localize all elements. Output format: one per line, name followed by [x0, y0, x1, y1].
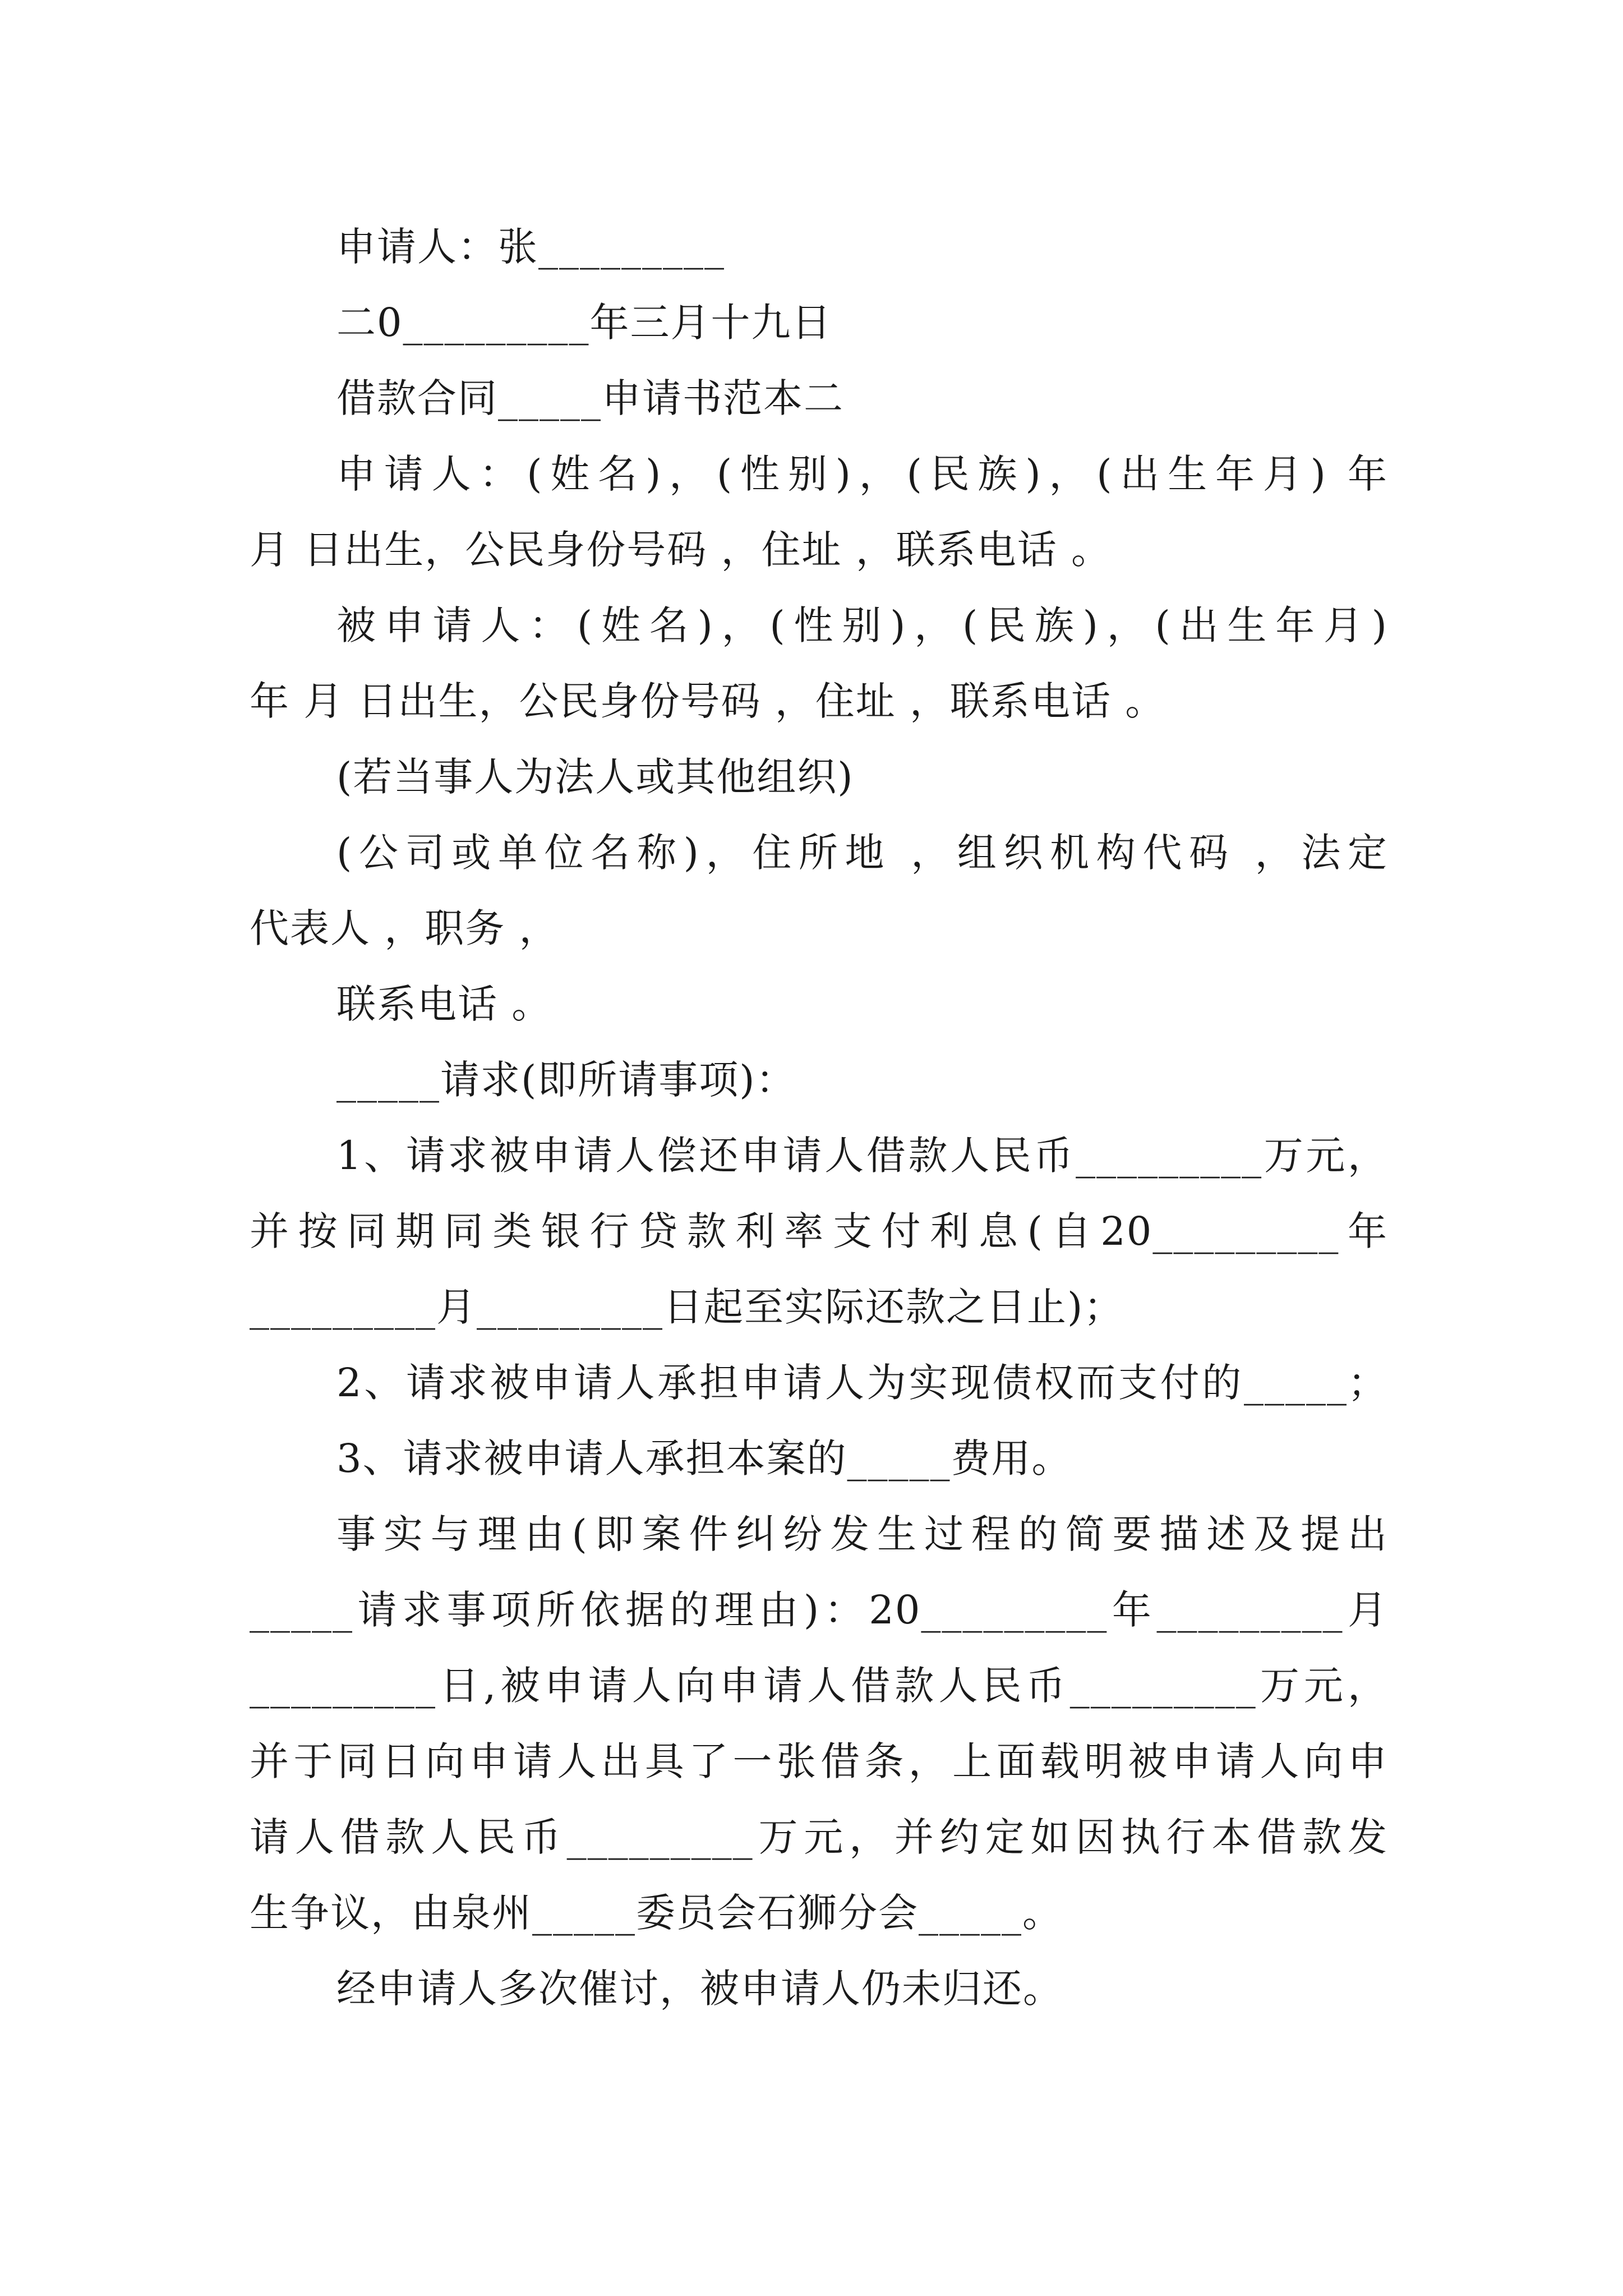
facts-line-2: _____请求事项所依据的理由)：20_________年_________月 — [250, 1587, 1388, 1633]
facts-line-4: 并于同日向申请人出具了一张借条，上面载明被申请人向申 — [250, 1738, 1388, 1784]
paragraph-respondent-line-1: 被申请人：(姓名)，(性别)，(民族)，(出生年月) — [336, 602, 1388, 648]
facts-closing-line: 经申请人多次催讨，被申请人仍未归还。 — [336, 1966, 1063, 2012]
section-title: 借款合同_____申请书范本二 — [336, 375, 844, 421]
claim-1-line-2: 并按同期同类银行贷款利率支付利息(自20_________年 — [250, 1208, 1388, 1254]
paragraph-company-phone: 联系电话 。 — [336, 981, 552, 1027]
claim-1-line-1: 1、请求被申请人偿还申请人借款人民币_________万元， — [336, 1133, 1388, 1179]
date-line: 二0_________年三月十九日 — [336, 300, 832, 346]
claim-3: 3、请求被申请人承担本案的_____费用。 — [336, 1435, 1072, 1481]
facts-heading-line-1: 事实与理由(即案件纠纷发生过程的简要描述及提出 — [336, 1511, 1388, 1557]
facts-line-3: _________日,被申请人向申请人借款人民币_________万元， — [250, 1663, 1388, 1709]
applicant-signature-line: 申请人：张_________ — [336, 224, 725, 270]
paragraph-applicant-line-2: 月 日出生，公民身份号码 ，住址 ，联系电话 。 — [250, 527, 1112, 573]
claim-2: 2、请求被申请人承担申请人为实现债权而支付的_____； — [336, 1360, 1388, 1406]
paragraph-respondent-line-2: 年 月 日出生，公民身份号码 ，住址 ，联系电话 。 — [250, 678, 1166, 724]
paragraph-company-line-2: 代表人 ，职务 ， — [250, 905, 560, 951]
facts-line-5: 请人借款人民币_________万元，并约定如因执行本借款发 — [250, 1814, 1388, 1860]
claim-1-line-3: _________月_________日起至实际还款之日止)； — [250, 1284, 1124, 1330]
paragraph-company-line-1: (公司或单位名称)，住所地 ，组织机构代码 ，法定 — [336, 830, 1388, 876]
facts-line-6: 生争议，由泉州_____委员会石狮分会_____。 — [250, 1890, 1063, 1936]
paragraph-applicant-line-1: 申请人：(姓名)，(性别)，(民族)，(出生年月) 年 — [336, 451, 1388, 497]
paragraph-legal-person-note: (若当事人为法人或其他组织) — [336, 754, 854, 800]
claims-heading: _____请求(即所请事项)： — [336, 1057, 796, 1103]
